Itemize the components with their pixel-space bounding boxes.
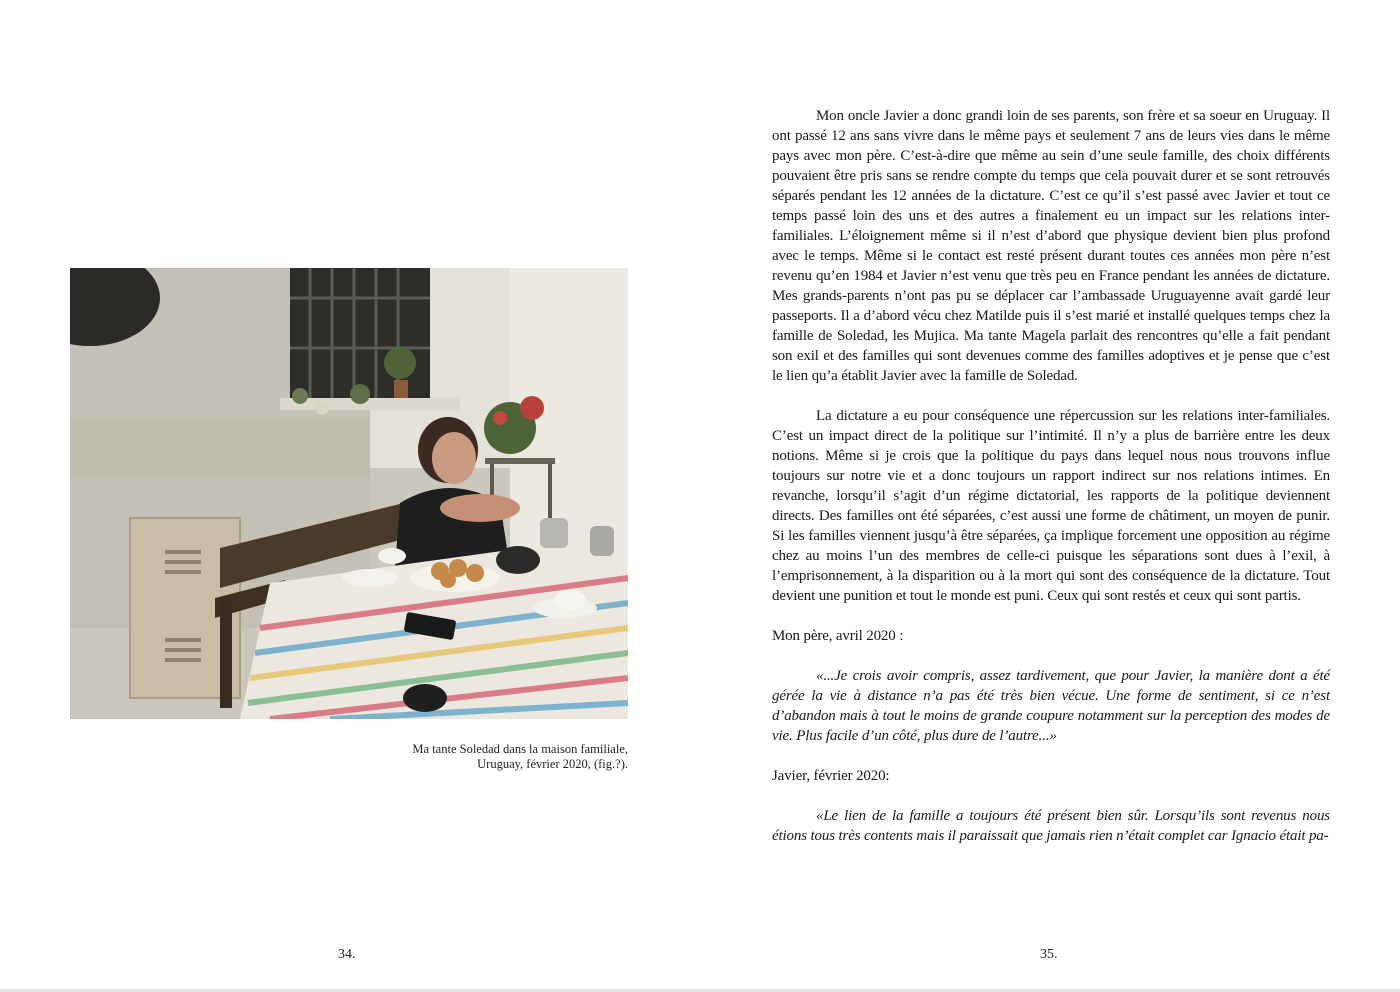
caption-line: Uruguay, février 2020, (fig.?). xyxy=(477,757,628,771)
left-page xyxy=(0,0,700,990)
body-text xyxy=(772,106,1330,846)
quote-attribution: Mon père, avril 2020 : xyxy=(772,628,904,644)
quote-attribution: Javier, février 2020: xyxy=(772,768,890,784)
page-number: 34. xyxy=(338,947,356,962)
quote: «Le lien de la famille a toujours été présent bien sûr. Lorsqu’ils sont revenus nous étions tous très contents mais il paraissait que jamais rien n’était complet car Ignacio était pa- xyxy=(772,808,1330,844)
caption-line: Ma tante Soledad dans la maison familiale, xyxy=(412,742,628,756)
photo-caption xyxy=(300,742,628,772)
quote: «...Je crois avoir compris, assez tardivement, que pour Javier, la manière dont a été gérée la vie à distance n’a pas été très bien vécue. Une forme de sentiment, si ce n’est d’abandon mais à tout le moins de grande coupure notamment sur la perception des modes de vie. Plus facile d’un côté, plus dure de l’autre...» xyxy=(772,668,1330,744)
photograph-woman-at-table xyxy=(70,268,628,719)
page-number: 35. xyxy=(1040,947,1058,962)
paragraph: La dictature a eu pour conséquence une répercussion sur les relations inter-familiales. C’est un impact direct de la politique sur l’intimité. Il n’y a plus de barrière entre les deux notions. Même si je crois que la politique du pays dans lequel nous nous trouvons influe toujours sur notre vie et a donc toujours un rapport indirect sur nos relations intimes. En revanche, lorsqu’il s’agit d’un régime dictatorial, les rapports de la politique deviennent directs. Des familles ont été séparées, c’est aussi une forme de châtiment, un moyen de punir. Si les familles viennent jusqu’à être séparées, ça implique forcement une opposition au régime chez au moins l’un des membres de celle-ci puisque les séparations sont dues à l’exil, à l’emprisonnement, à la disparition ou à la mort qui sont des conséquence de la dictature. Tout devient une punition et tout le monde est puni. Ceux qui sont restés et ceux qui sont partis. xyxy=(772,408,1330,604)
right-page xyxy=(700,0,1400,990)
paragraph: Mon oncle Javier a donc grandi loin de ses parents, son frère et sa soeur en Uruguay. Il ont passé 12 ans sans vivre dans le même pays et seulement 7 ans de leurs vies dans le même pays avec mon père. C’est-à-dire que même au sein d’une seule famille, des choix différents pouvaient être pris sans se rendre compte du temps que cela pouvait durer et se sont retrouvés séparés pendant les 12 années de la dictature. C’est ce qu’il s’est passé avec Javier et tout ce temps passé loin des uns et des autres a finalement eu un impact sur les relations inter-familiales. L’éloignement même si il n’est d’abord que physique devient bien plus profond avec le temps. Même si le contact est resté présent durant toutes ces années mon père n’est revenu qu’en 1984 et Javier n’est venu que très peu en France pendant les années de dictature. Mes grands-parents n’ont pas pu se déplacer car l’ambassade Uruguayenne avait gardé leur passeports. Il a d’abord vécu chez Matilde puis il s’est marié et installé quelques temps chez la famille de Soledad, les Mujica. Ma tante Magela parlait des rencontres qu’elle a fait pendant son exil et des familles qui sont devenues comme des familles adoptives et je pense que c’est le lien qu’a établit Javier avec la famille de Soledad. xyxy=(772,108,1330,384)
